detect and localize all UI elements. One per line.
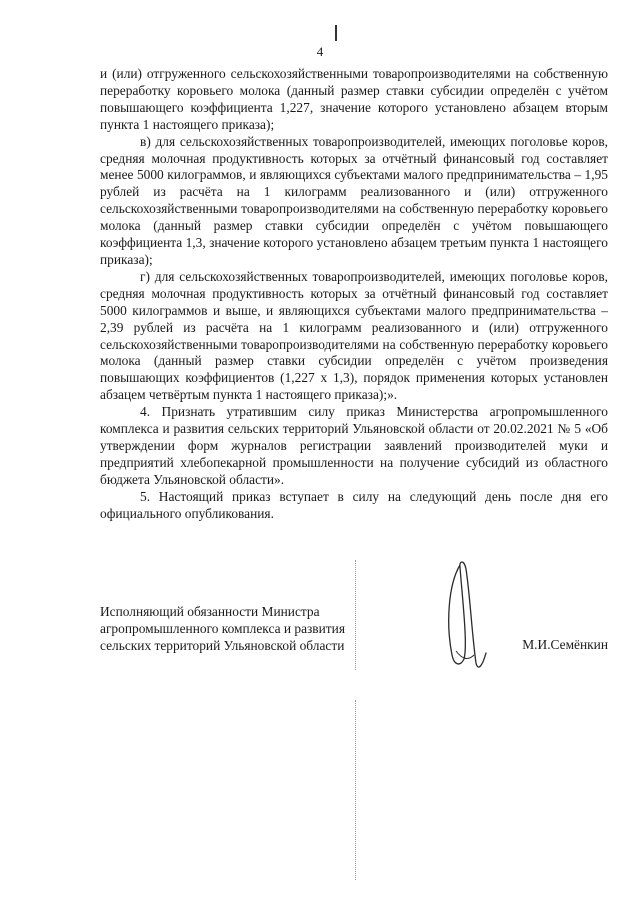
paragraph-continuation: и (или) отгруженного сельскохозяйственными товаропроизводителями на собственную переработку коровьего молока (данный размер ставки субсидии определён с учётом повышающего коэффициента 1,227, значение которого установлено абзацем вторым пункта 1 настоящего приказа); xyxy=(100,66,608,132)
paragraph-clause-5: 5. Настоящий приказ вступает в силу на следующий день после дня его официального опубликования. xyxy=(100,488,608,521)
signatory-name: М.И.Семёнкин xyxy=(522,637,608,652)
paragraph-item-v: в) для сельскохозяйственных товаропроизводителей, имеющих поголовье коров, средняя молочная продуктивность которых за отчётный финансовый год составляет менее 5000 килограммов, и являющихся субъектами малого предпринимательства – 1,95 рублей из расчёта на 1 килограмм реализованного и (или) отгруженного сельскохозяйственными товаропроизводителями на собственную переработку коровьего молока (данный размер ставки субсидии определён с учётом повышающего коэффициента 1,3, значение которого установлено абзацем третьим пункта 1 настоящего приказа); xyxy=(100,133,608,267)
signatory-position-line: Исполняющий обязанности Министра xyxy=(100,604,320,619)
signatory-position-line: сельских территорий Ульяновской области xyxy=(100,638,345,653)
signature-block xyxy=(100,603,608,683)
page-number: 4 xyxy=(316,44,324,59)
paragraph-item-g: г) для сельскохозяйственных товаропроизводителей, имеющих поголовье коров, средняя молочная продуктивность которых за отчётный финансовый год составляет 5000 килограммов и выше, и являющихся субъектами малого предпринимательства – 2,39 рублей из расчёта на 1 килограмм реализованного и (или) отгруженного сельскохозяйственными товаропроизводителями на собственную переработку коровьего молока (данный размер ставки субсидии определён с учётом произведения повышающих коэффициентов (1,227 х 1,3), порядок применения которых установлен абзацем четвёртым пункта 1 настоящего приказа);». xyxy=(100,268,608,403)
handwritten-signature xyxy=(438,555,498,675)
paragraph-clause-4: 4. Признать утратившим силу приказ Министерства агропромышленного комплекса и развития сельских территорий Ульяновской области от 20.02.2021 № 5 «Об утверждении форм журналов регистрации заявлений производителей муки и предприятий хлебопекарной промышленности на получение субсидий из областного бюджета Ульяновской области». xyxy=(100,404,608,487)
binding-mark xyxy=(333,25,339,41)
signatory-position-line: агропромышленного комплекса и развития xyxy=(100,621,345,636)
document-body xyxy=(100,66,608,522)
scan-fold-line-lower xyxy=(355,700,357,880)
signatory-position xyxy=(100,603,380,654)
